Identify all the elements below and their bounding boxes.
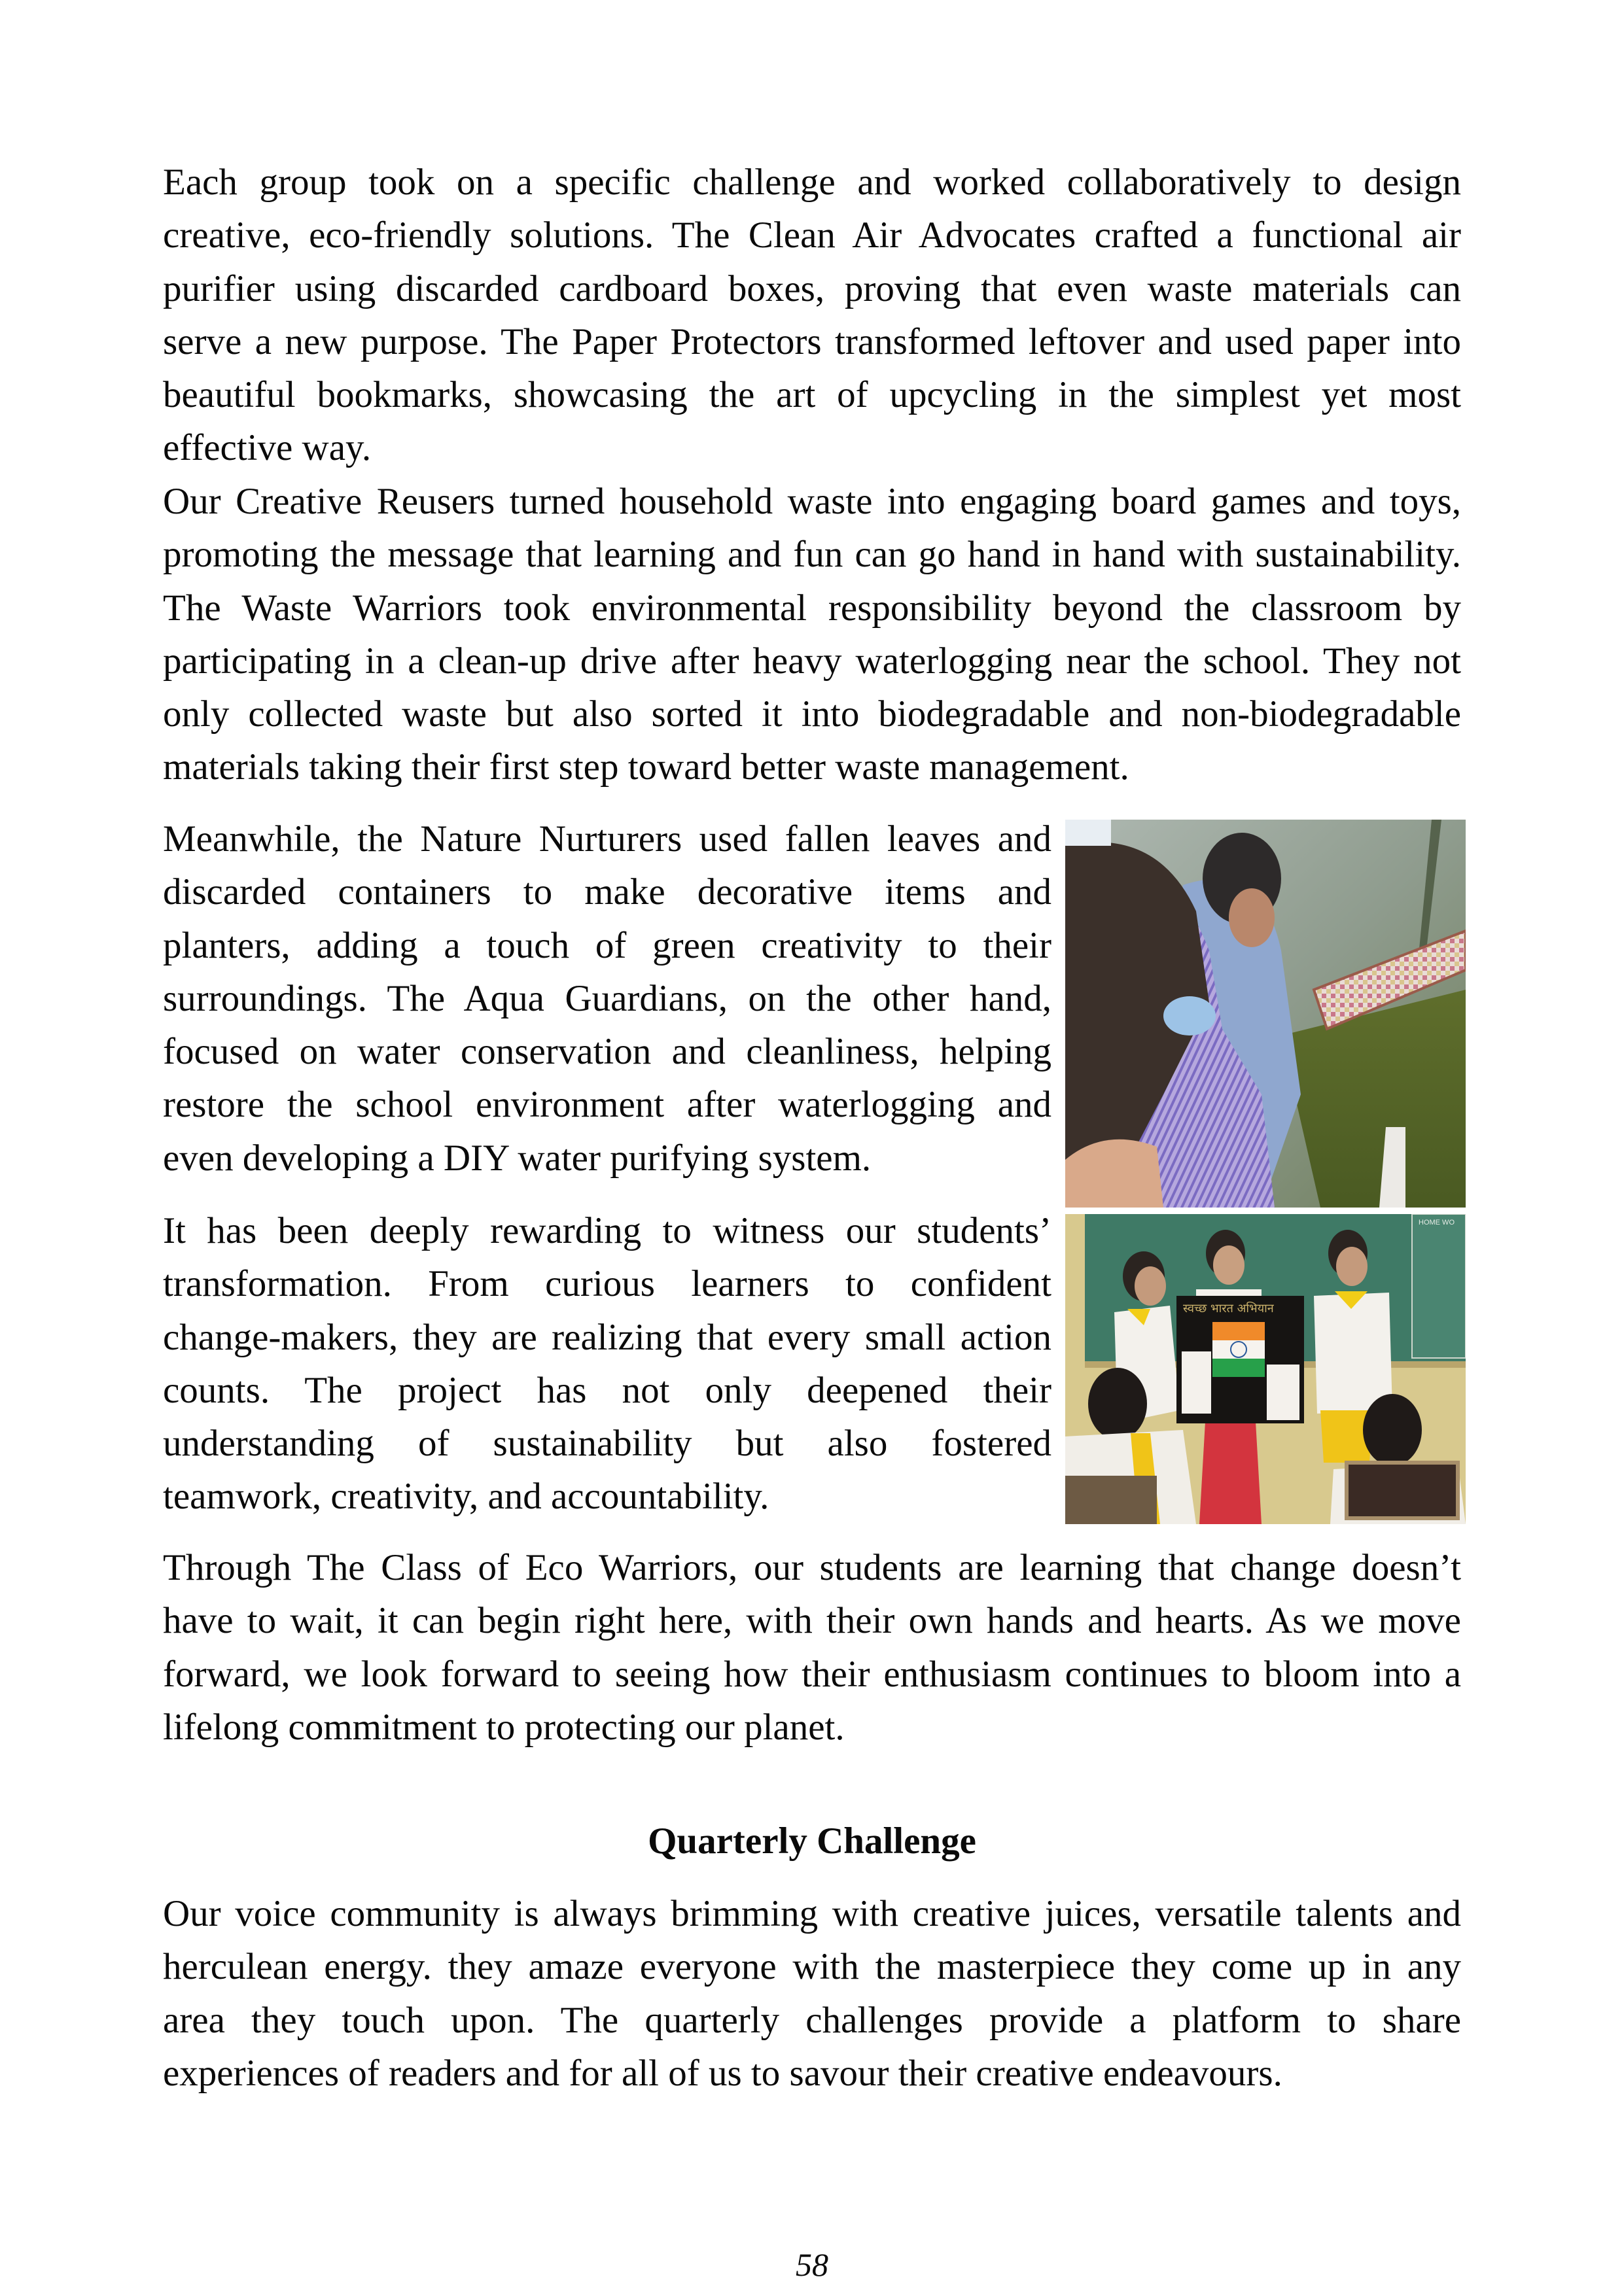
text-line: herculean energy. they amaze everyone with the masterpiece they come up in any xyxy=(163,1946,1461,1988)
text-line: only collected waste but also sorted it into biodegradable and non-biodegradable xyxy=(163,693,1461,735)
text-line: purifier using discarded cardboard boxes, proving that even waste materials can xyxy=(163,268,1461,309)
text-line: experiences of readers and for all of us to savour their creative endeavours. xyxy=(163,2052,1282,2094)
photo-waterlogging-cleanup xyxy=(1065,820,1466,1208)
text-line: serve a new purpose. The Paper Protectors transformed leftover and used paper into xyxy=(163,321,1461,362)
text-line: Each group took on a specific challenge and worked collaboratively to design xyxy=(163,162,1461,203)
text-line: It has been deeply rewarding to witness our students’ xyxy=(163,1210,1051,1251)
text-line: The Waste Warriors took environmental responsibility beyond the classroom by xyxy=(163,587,1461,629)
text-line: even developing a DIY water purifying system. xyxy=(163,1137,872,1179)
text-line: focused on water conservation and cleanliness, helping xyxy=(163,1031,1051,1073)
paragraph-eco-warriors-conclusion xyxy=(163,1541,1461,1754)
text-line: effective way. xyxy=(163,427,372,469)
paragraph-quarterly-challenge xyxy=(163,1887,1461,2100)
text-line: planters, adding a touch of green creativity to their xyxy=(163,924,1051,966)
text-line: forward, we look forward to seeing how their enthusiasm continues to bloom into a xyxy=(163,1653,1461,1695)
text-line: Our Creative Reusers turned household waste into engaging board games and toys, xyxy=(163,481,1461,522)
text-line: counts. The project has not only deepened their xyxy=(163,1369,1051,1411)
text-line: understanding of sustainability but also fostered xyxy=(163,1423,1051,1465)
text-line: participating in a clean-up drive after heavy waterlogging near the school. They not xyxy=(163,640,1461,682)
text-line: area they touch upon. The quarterly challenges provide a platform to share xyxy=(163,1999,1461,2041)
section-heading-quarterly-challenge: Quarterly Challenge xyxy=(648,1820,976,1862)
photo-classroom-presentation-image xyxy=(1065,1214,1466,1524)
text-line: change-makers, they are realizing that every small action xyxy=(163,1316,1051,1358)
text-line: have to wait, it can begin right here, with their own hands and hearts. As we move xyxy=(163,1600,1461,1642)
text-line: Through The Class of Eco Warriors, our students are learning that change doesn’t xyxy=(163,1547,1461,1588)
paragraph-nature-nurturers xyxy=(163,812,1051,1185)
text-line: surroundings. The Aqua Guardians, on the other hand, xyxy=(163,977,1051,1019)
chalkboard-label: HOME WO xyxy=(1419,1219,1455,1226)
text-line: lifelong commitment to protecting our planet. xyxy=(163,1706,845,1748)
text-line: Our voice community is always brimming with creative juices, versatile talents and xyxy=(163,1893,1461,1934)
paragraph-creative-reusers xyxy=(163,475,1461,794)
paragraph-groups-challenges xyxy=(163,156,1461,475)
photo-classroom-presentation xyxy=(1065,1214,1466,1524)
text-line: beautiful bookmarks, showcasing the art of upcycling in the simplest yet most xyxy=(163,374,1461,416)
text-line: creative, eco-friendly solutions. The Clean Air Advocates crafted a functional air xyxy=(163,215,1461,256)
text-line: teamwork, creativity, and accountability. xyxy=(163,1476,769,1518)
paragraph-transformation xyxy=(163,1204,1051,1523)
text-line: transformation. From curious learners to confident xyxy=(163,1263,1051,1305)
text-line: Meanwhile, the Nature Nurturers used fallen leaves and xyxy=(163,818,1051,860)
page-number: 58 xyxy=(796,2246,828,2283)
poster-title: स्वच्छ भारत अभियान xyxy=(1183,1302,1274,1315)
photo-waterlogging-cleanup-image xyxy=(1065,820,1466,1208)
text-line: materials taking their first step toward better waste management. xyxy=(163,746,1129,788)
text-line: promoting the message that learning and fun can go hand in hand with sustainability. xyxy=(163,534,1461,576)
text-line: restore the school environment after waterlogging and xyxy=(163,1084,1051,1126)
text-line: discarded containers to make decorative items and xyxy=(163,871,1051,913)
